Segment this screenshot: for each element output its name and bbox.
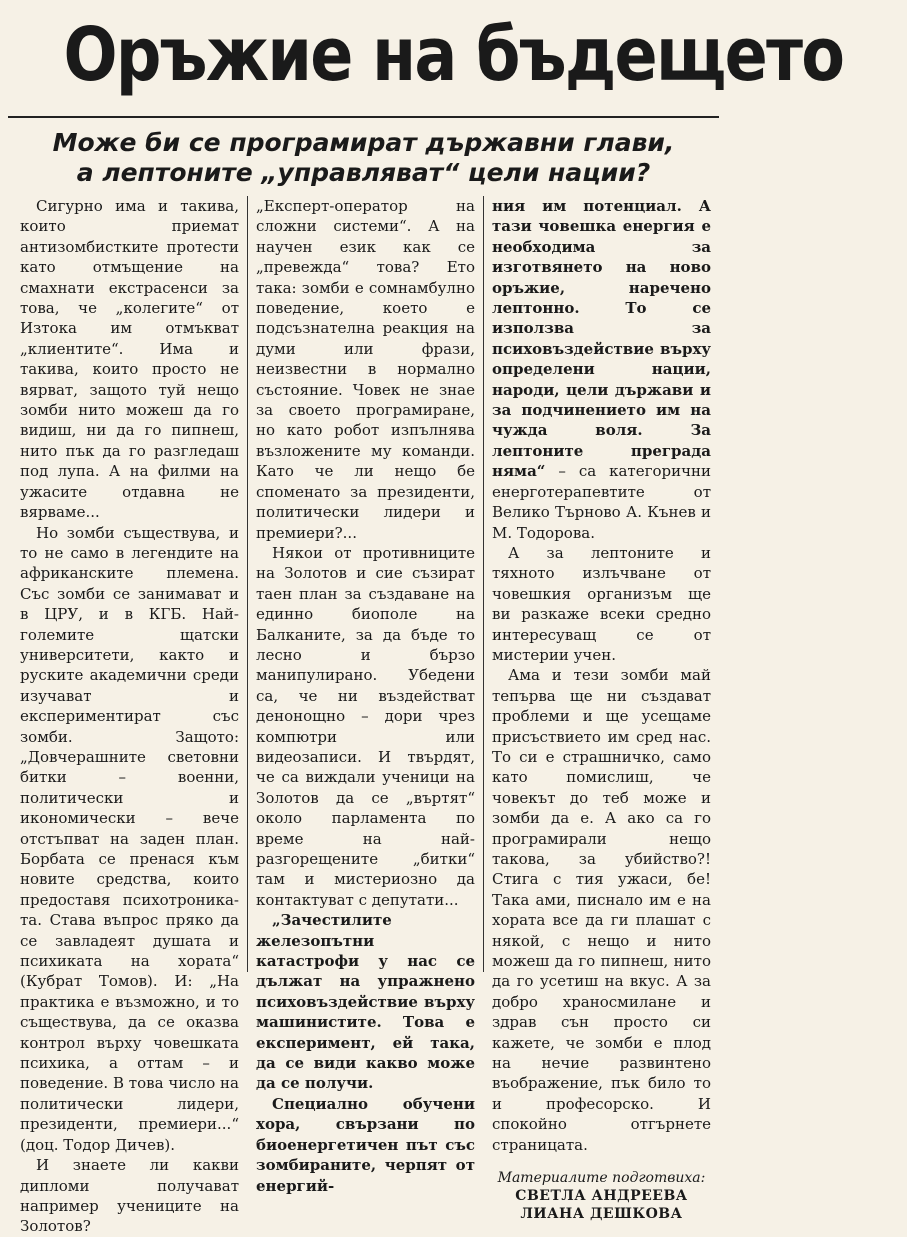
quote-attribution: – са категорични енерготерапевтите от Велико Търново А. Кънев и М. Тодорова. bbox=[492, 462, 711, 542]
paragraph: Някои от противниците на Золотов и сие съзират таен план за създаване на единно биополе на Балканите, за да бъде то лесно и бързо манипулирано. Убедени са, че ни въздействат денонощно – дори чрез компютри или видеозаписи. И твърдят, че са виждали ученици на Золотов да се „въртят“ около парламента по време на най-разгорещените „битки“ там и мистериозно да контактуват с депутати... bbox=[256, 543, 475, 909]
article-columns bbox=[12, 196, 719, 1236]
headline-rule bbox=[8, 116, 719, 118]
article-column-1 bbox=[12, 196, 247, 1236]
bold-paragraph: „Зачестилите железопътни катастрофи у нас се дължат на упражнено психовъздействие върху машинистите. Това е експеримент, ей така, да се види какво може да се получи. bbox=[256, 911, 475, 1093]
author-name: СВЕТЛА АНДРЕЕВА bbox=[515, 1188, 688, 1205]
bold-paragraph: Специално обучени хора, свързани по биоенергетичен път със зомбираните, черпят от енергий- bbox=[256, 1094, 475, 1195]
author-credit bbox=[492, 1169, 711, 1223]
paragraph: Ама и тези зомби май тепърва ще ни създават проблеми и ще усещаме присъствието им сред нас. То си е страшничко, само като помислиш, че човекът до теб може и зомби да е. А ако са го програмирали нещо такова, за убийство?! Стига с тия ужаси, бе! Така ами, писнало им е на хората все да ги плашат с някой, с нещо и нито можеш да го пипнеш, нито да го усетиш на вкус. А за добро храносмилане и здрав сън просто си кажете, че зомби е плод на нечие развинтено въображение, пък било то и професорско. И спокойно отгърнете страницата. bbox=[492, 666, 711, 1154]
author-name: ЛИАНА ДЕШКОВА bbox=[520, 1206, 683, 1223]
bold-quote: ния им потенциал. А тази човешка енергия е необходима за изготвянето на ново оръжие, наречено лептонно. То се използва за психовъздействие върху определени нации, народи, цели държави и за подчинението им на чужда воля. За лептоните преграда няма“ bbox=[492, 197, 711, 481]
headline bbox=[0, 0, 844, 112]
subtitle-line-1: Може би се програмират държавни глави, bbox=[52, 128, 675, 157]
article-column-2 bbox=[247, 196, 483, 1195]
paragraph bbox=[492, 196, 711, 543]
credit-intro: Материалите подготвиха: bbox=[497, 1170, 706, 1187]
headline-text: Оръжие на бъдещето bbox=[63, 12, 844, 98]
subtitle-line-2: а лептоните „управляват“ цели нации? bbox=[76, 158, 651, 187]
article-column-3 bbox=[483, 196, 719, 1223]
paragraph: „Експерт-оператор на сложни системи“. А на научен език как се „превежда“ това? Ето така: зомби е сомнамбулно поведение, което е подсъзнателна реакция на думи или фрази, неизвестни в нормално състояние. Човек не знае за своето програмиране, но като робот изпълнява възложените му команди. Като че ли нещо бе споменато за президенти, политически лидери и премиери?... bbox=[256, 197, 475, 542]
paragraph: Но зомби съществува, и то не само в легендите на африканските племена. Със зомби се занимават и в ЦРУ, и в КГБ. Най-големите щатски университети, както и руските академични среди изучават и експериментират със зомби. Защото: „Довчерашните световни битки – военни, политически и икономически – вече отстъпват на заден план. Борбата се пренася към новите средства, които предоставя психотроника-та. Става въпрос пряко да се завладеят душата и психиката на хората“ (Кубрат Томов). И: „На практика е възможно, и то съществува, да се оказва контрол върху човешката психика, а оттам – и поведение. В това число на политически лидери, президенти, премиери...“ (доц. Тодор Дичев). bbox=[20, 523, 239, 1154]
subtitle bbox=[10, 128, 717, 188]
paragraph: А за лептоните и тяхното излъчване от човешкия организъм ще ви разкаже всеки средно интересуващ се от мистерии учен. bbox=[492, 543, 711, 664]
paragraph: Сигурно има и такива, които приемат антизомбистките протести като отмъщение на смахнати екстрасенси за това, че „колегите“ от Изтока им отмъкват „клиентите“. Има и такива, които просто не вярват, защото туй нещо зомби нито можеш да го видиш, ни да го пипнеш, нито пък да го разгледаш под лупа. А на филми на ужасите отдавна не вярваме... bbox=[20, 197, 239, 522]
paragraph: И знаете ли какви дипломи получават например учениците на Золотов? bbox=[20, 1156, 239, 1236]
